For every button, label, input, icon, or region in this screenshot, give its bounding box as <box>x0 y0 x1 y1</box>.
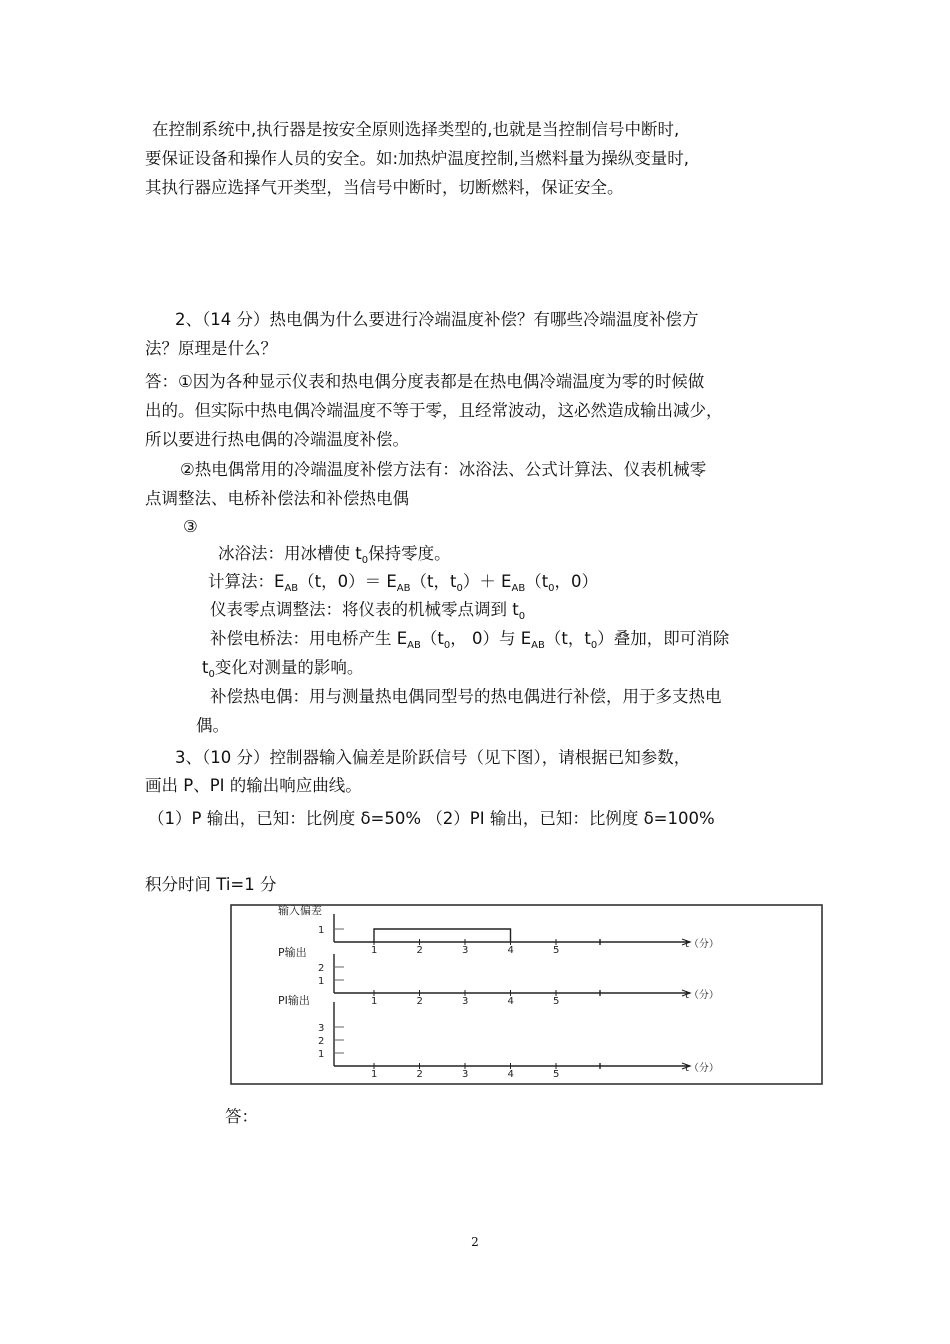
panel-1-xtick-label-1: 1 <box>371 996 378 1007</box>
q2-answer2-line-1: ②热电偶常用的冷端温度补偿方法有：冰浴法、公式计算法、仪表机械零 <box>180 460 707 479</box>
ice-bath-method: 冰浴法：用冰槽使 $t_0$保持零度。 <box>218 544 451 566</box>
q2-question-line-1: 2、（14 分）热电偶为什么要进行冷端温度补偿？有哪些冷端温度补偿方 <box>175 310 699 329</box>
q3-question-line-2: 画出 P、PI 的输出响应曲线。 <box>145 776 362 795</box>
bridge-method-line-2: $t_0$变化对测量的影响。 <box>202 658 364 680</box>
panel-0-ytick-label-1: 1 <box>318 925 325 936</box>
comp-thermocouple-line-2: 偶。 <box>196 716 229 735</box>
q3-question-line-1: 3、（10 分）控制器输入偏差是阶跃信号（见下图），请根据已知参数， <box>175 748 691 767</box>
panel-2-label: PI输出 <box>278 994 310 1007</box>
panel-2-xtick-label-3: 3 <box>462 1069 469 1080</box>
q2-question-line-2: 法？原理是什么？ <box>145 339 277 358</box>
panel-1-axis-unit: t（分） <box>685 990 719 1001</box>
q3-params: （1）P 输出，已知：比例度 δ=50% （2）PI 输出，已知：比例度 δ=100% <box>148 809 715 828</box>
panel-2-axis-unit: t（分） <box>685 1063 719 1074</box>
panel-1-xtick-label-3: 3 <box>462 996 469 1007</box>
page-number: 2 <box>471 1235 479 1249</box>
panel-1-ytick-label-1: 1 <box>318 976 325 987</box>
panel-0-xtick-label-3: 3 <box>462 945 469 956</box>
step-response-figure <box>230 904 824 1086</box>
panel-2-xtick-label-1: 1 <box>371 1069 378 1080</box>
panel-1-label: P输出 <box>278 946 307 959</box>
step-input-signal <box>374 929 511 942</box>
panel-0-xtick-label-4: 4 <box>507 945 514 956</box>
q3-answer-label: 答： <box>225 1107 258 1126</box>
panel-2-ytick-label-1: 1 <box>318 1049 325 1060</box>
q2-answer1-line-2: 出的。但实际中热电偶冷端温度不等于零，且经常波动，这必然造成输出减少， <box>145 401 723 420</box>
bridge-method-line-1: 补偿电桥法：用电桥产生 $E_{AB}(t_0$， 0）与 $E_{AB}(t$，$t_0$）叠加，即可消除 <box>210 629 730 651</box>
panel-1-xtick-label-5: 5 <box>553 996 560 1007</box>
panel-1-xtick-label-2: 2 <box>416 996 423 1007</box>
panel-2-xtick-label-2: 2 <box>416 1069 423 1080</box>
calc-method: 计算法：$E_{AB}(t$，$0)= E_{AB}(t$，$t_0)+ E_{AB}(t_0$，0） <box>208 572 599 594</box>
intro-line-3: 其执行器应选择气开类型，当信号中断时，切断燃料，保证安全。 <box>145 178 624 197</box>
q2-answer1-line-1: 答：①因为各种显示仪表和热电偶分度表都是在热电偶冷端温度为零的时候做 <box>145 372 705 391</box>
q2-marker-3: ③ <box>183 517 198 536</box>
panel-0-xtick-label-1: 1 <box>371 945 378 956</box>
intro-line-1: 在控制系统中,执行器是按安全原则选择类型的,也就是当控制信号中断时, <box>152 120 680 139</box>
panel-2-xtick-label-5: 5 <box>553 1069 560 1080</box>
panel-1-ytick-label-2: 2 <box>318 963 325 974</box>
panel-0-xtick-label-2: 2 <box>416 945 423 956</box>
panel-0-label: 输入偏差 <box>278 904 322 917</box>
panel-2-xtick-label-4: 4 <box>507 1069 514 1080</box>
panel-1-xtick-label-4: 4 <box>507 996 514 1007</box>
panel-2-ytick-label-3: 3 <box>318 1023 325 1034</box>
q3-integral-time: 积分时间 Ti=1 分 <box>145 875 277 894</box>
comp-thermocouple-line-1: 补偿热电偶：用与测量热电偶同型号的热电偶进行补偿，用于多支热电 <box>210 687 722 706</box>
q2-answer1-line-3: 所以要进行热电偶的冷端温度补偿。 <box>145 430 409 449</box>
intro-line-2: 要保证设备和操作人员的安全。如:加热炉温度控制,当燃料量为操纵变量时, <box>145 149 690 168</box>
zero-adjust-method: 仪表零点调整法：将仪表的机械零点调到 $t_0$ <box>210 600 526 622</box>
panel-0-xtick-label-5: 5 <box>553 945 560 956</box>
panel-0-axis-unit: t（分） <box>685 939 719 950</box>
q2-answer2-line-2: 点调整法、电桥补偿法和补偿热电偶 <box>145 489 409 508</box>
panel-2-ytick-label-2: 2 <box>318 1036 325 1047</box>
